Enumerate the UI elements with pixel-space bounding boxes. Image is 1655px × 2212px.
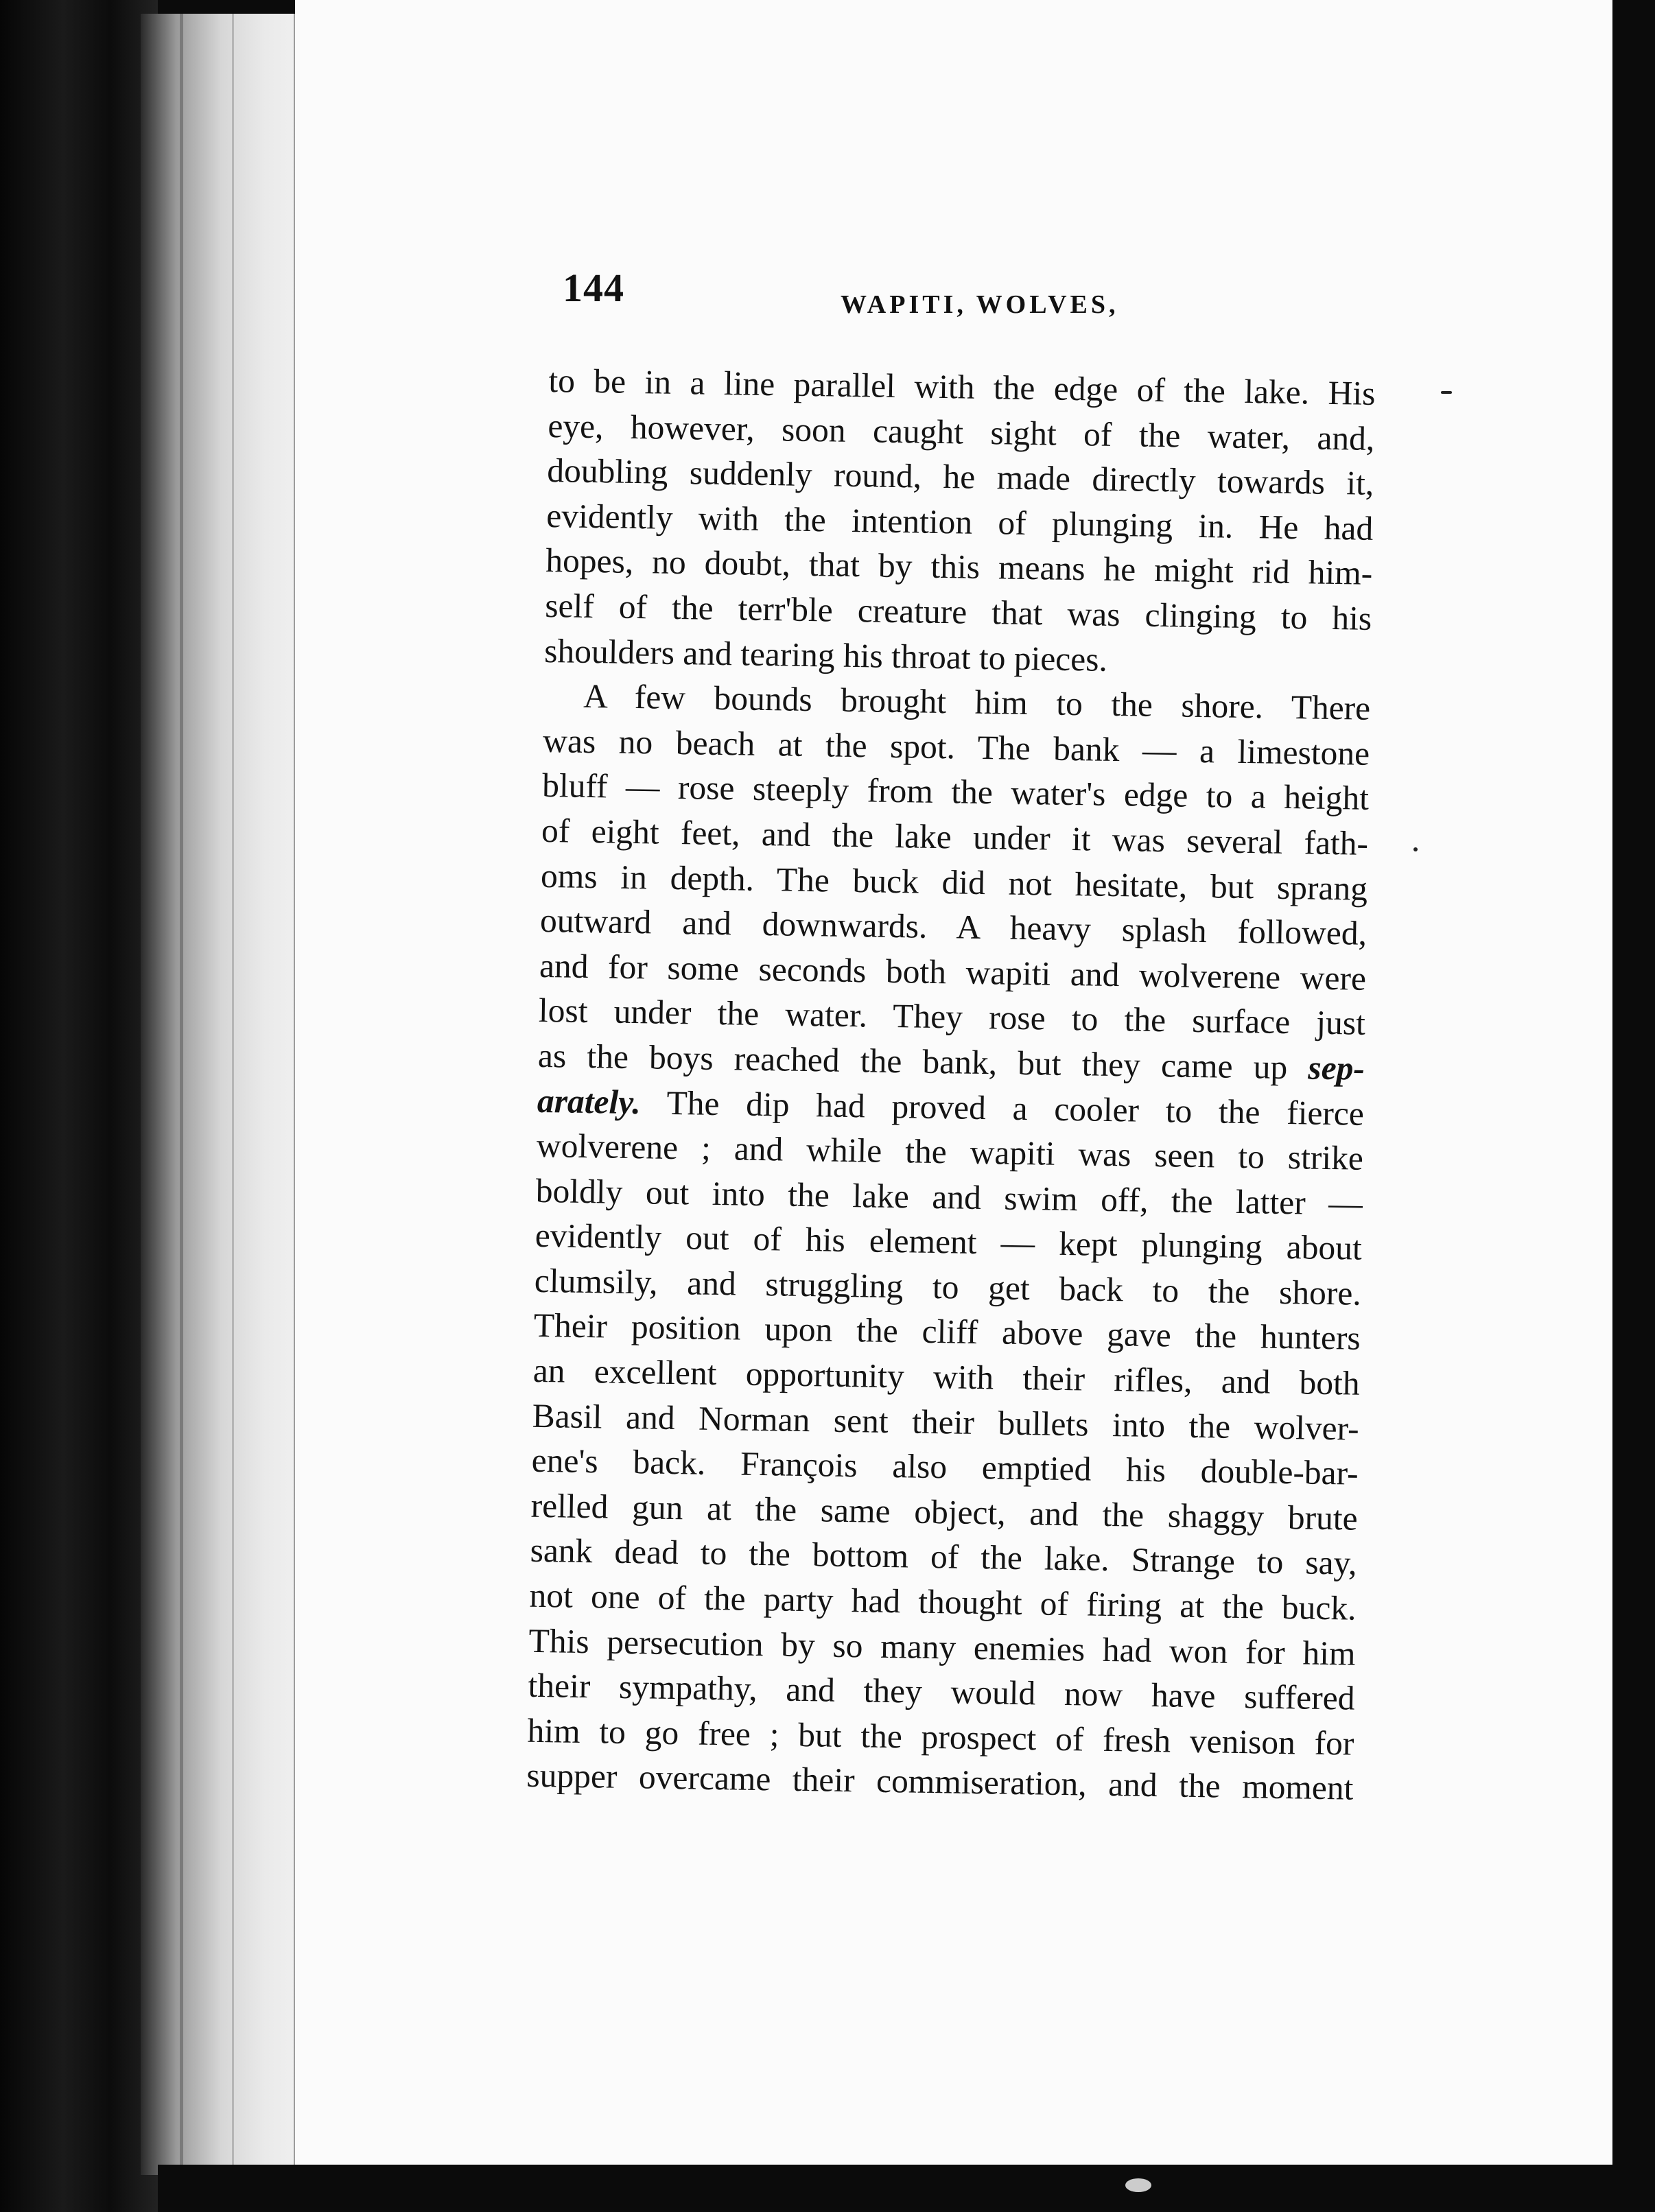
text-line: A few bounds brought him to the shore. There bbox=[583, 677, 1371, 728]
text-line-part: The dip had proved a cooler to the fierce bbox=[666, 1083, 1365, 1133]
page-edge-line bbox=[232, 14, 234, 2175]
text-line: lost under the water. They rose to the surface just bbox=[538, 991, 1366, 1043]
text-line: Their position upon the cliff above gave the hunters bbox=[533, 1306, 1361, 1358]
text-line: and for some seconds both wapiti and wolverene were bbox=[539, 946, 1367, 998]
text-line: their sympathy, and they would now have suffered bbox=[528, 1666, 1355, 1717]
text-line: self of the terr'ble creature that was clinging to his bbox=[544, 586, 1372, 637]
text-line: outward and downwards. A heavy splash followed, bbox=[539, 902, 1368, 952]
text-line: hopes, no doubt, that by this means he might rid him- bbox=[545, 541, 1373, 593]
scan-speck bbox=[1441, 391, 1452, 394]
body-text bbox=[526, 358, 1376, 1811]
text-line: This persecution by so many enemies had won for him bbox=[528, 1621, 1356, 1673]
running-head bbox=[563, 265, 1376, 327]
text-line: was no beach at the spot. The bank — a limestone bbox=[542, 721, 1370, 773]
text-line: doubling suddenly round, he made directly towards it, bbox=[546, 451, 1374, 503]
page-edge-line bbox=[180, 14, 183, 2175]
text-line: wolverene ; and while the wapiti was seen to strike bbox=[536, 1126, 1364, 1177]
text-line: to be in a line parallel with the edge of the lake. His bbox=[548, 361, 1376, 412]
page-edges bbox=[141, 14, 319, 2175]
text-line: boldly out into the lake and swim off, the latter — bbox=[535, 1171, 1363, 1223]
text-line: an excellent opportunity with their rifles, and both bbox=[532, 1351, 1361, 1402]
page-number: 144 bbox=[563, 266, 624, 310]
text-line: ene's back. François also emptied his double-bar- bbox=[531, 1442, 1359, 1492]
scan-speck bbox=[1125, 2178, 1151, 2192]
scan-border-bottom bbox=[158, 2165, 1655, 2212]
book-spine bbox=[0, 0, 158, 2212]
text-line: clumsily, and struggling to get back to the shore. bbox=[534, 1261, 1362, 1313]
running-title: WAPITI, WOLVES, bbox=[841, 290, 1119, 319]
text-line: oms in depth. The buck did not hesitate, but sprang bbox=[540, 856, 1368, 908]
italic-word: arately. bbox=[537, 1081, 642, 1121]
text-line-part: as the boys reached the bank, but they came up bbox=[537, 1036, 1288, 1086]
text-line: relled gun at the same object, and the shaggy brute bbox=[530, 1486, 1359, 1538]
text-line: of eight feet, and the lake under it was several fath- bbox=[541, 811, 1369, 862]
text-line: evidently with the intention of plunging in. He had bbox=[545, 496, 1374, 548]
text-line: evidently out of his element — kept plunging about bbox=[535, 1216, 1363, 1268]
scan-border-right bbox=[1612, 0, 1655, 2212]
text-line: sank dead to the bottom of the lake. Strange to say, bbox=[530, 1531, 1357, 1583]
scan-speck bbox=[1413, 847, 1418, 851]
text-line: him to go free ; but the prospect of fresh venison for bbox=[527, 1711, 1354, 1763]
text-line: not one of the party had thought of firing at the buck. bbox=[529, 1576, 1357, 1627]
text-line: eye, however, soon caught sight of the water, and, bbox=[548, 406, 1375, 458]
text-line: shoulders and tearing his throat to pieces. bbox=[543, 631, 1108, 679]
text-line: bluff — rose steeply from the water's edge to a height bbox=[541, 766, 1370, 818]
italic-word: sep- bbox=[1308, 1048, 1365, 1087]
text-line: Basil and Norman sent their bullets into the wolver- bbox=[532, 1396, 1360, 1448]
text-line: supper overcame their commiseration, and the moment bbox=[526, 1756, 1354, 1808]
